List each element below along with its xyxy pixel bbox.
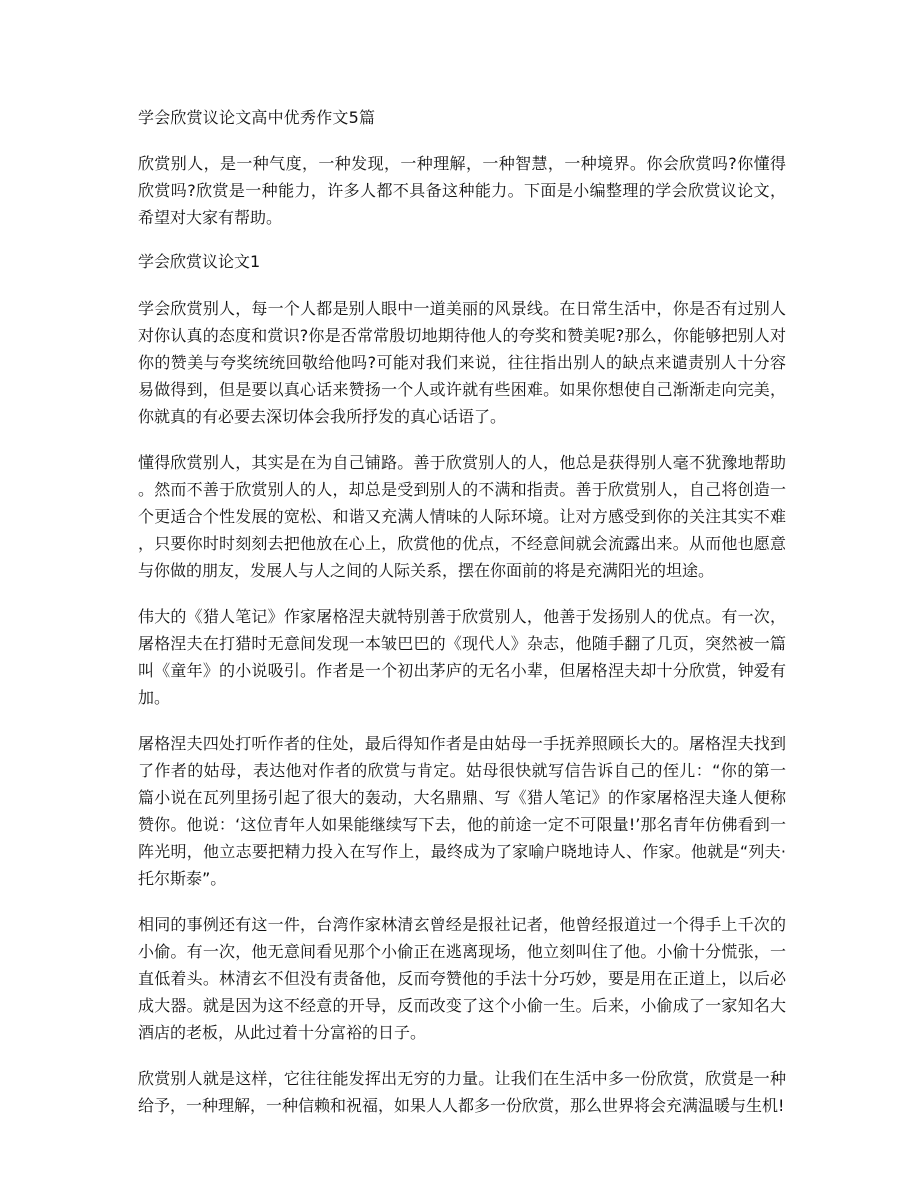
body-paragraph-1: 学会欣赏别人，每一个人都是别人眼中一道美丽的风景线。在日常生活中，你是否有过别人对你认真的态度和赏识?你是否常常殷切地期待他人的夸奖和赞美呢?那么，你能够把别人对你的赞美与夸奖统统回敬给他吗?可能对我们来说，往往指出别人的缺点来谴责别人十分容易做得到，但是要以真心话来赞扬一个人或许就有些困难。如果你想使自己渐渐走向完美，你就真的有必要去深切体会我所抒发的真心话语了。 xyxy=(138,299,786,426)
section-heading: 学会欣赏议论文1 xyxy=(138,252,261,271)
body-paragraph-6: 欣赏别人就是这样，它往往能发挥出无穷的力量。让我们在生活中多一份欣赏，欣赏是一种给予，一种理解，一种信赖和祝福，如果人人都多一份欣赏，那么世界将会充满温暖与生机! xyxy=(138,1069,786,1115)
document-page xyxy=(138,106,786,1138)
body-paragraph-2: 懂得欣赏别人，其实是在为自己铺路。善于欣赏别人的人，他总是获得别人毫不犹豫地帮助。然而不善于欣赏别人的人，却总是受到别人的不满和指责。善于欣赏别人，自己将创造一个更适合个性发展的宽松、和谐又充满人情味的人际环境。让对方感受到你的关注其实不难，只要你时时刻刻去把他放在心上，欣赏他的优点，不经意间就会流露出来。从而他也愿意与你做的朋友，发展人与人之间的人际关系，摆在你面前的将是充满阳光的坦途。 xyxy=(138,453,786,580)
body-paragraph-5: 相同的事例还有这一件，台湾作家林清玄曾经是报社记者，他曾经报道过一个得手上千次的小偷。有一次，他无意间看见那个小偷正在逃离现场，他立刻叫住了他。小偷十分慌张，一直低着头。林清玄不但没有责备他，反而夸赞他的手法十分巧妙，要是用在正道上，以后必成大器。就是因为这不经意的开导，反而改变了这个小偷一生。后来，小偷成了一家知名大酒店的老板，从此过着十分富裕的日子。 xyxy=(138,915,786,1042)
body-paragraph-3: 伟大的《猎人笔记》作家屠格涅夫就特别善于欣赏别人，他善于发扬别人的优点。有一次，屠格涅夫在打猎时无意间发现一本皱巴巴的《现代人》杂志，他随手翻了几页，突然被一篇叫《童年》的小说吸引。作者是一个初出茅庐的无名小辈，但屠格涅夫却十分欣赏，钟爱有加。 xyxy=(138,607,786,707)
intro-paragraph: 欣赏别人，是一种气度，一种发现，一种理解，一种智慧，一种境界。你会欣赏吗?你懂得欣赏吗?欣赏是一种能力，许多人都不具备这种能力。下面是小编整理的学会欣赏议论文，希望对大家有帮助。 xyxy=(138,154,786,227)
document-title: 学会欣赏议论文高中优秀作文5篇 xyxy=(138,108,376,127)
body-paragraph-4: 屠格涅夫四处打听作者的住处，最后得知作者是由姑母一手抚养照顾长大的。屠格涅夫找到了作者的姑母，表达他对作者的欣赏与肯定。姑母很快就写信告诉自己的侄儿：“你的第一篇小说在瓦列里扬引起了很大的轰动，大名鼎鼎、写《猎人笔记》的作家屠格涅夫逢人便称赞你。他说：‘这位青年人如果能继续写下去，他的前途一定不可限量!’那名青年仿佛看到一阵光明，他立志要把精力投入在写作上，最终成为了家喻户晓地诗人、作家。他就是“列夫·托尔斯泰”。 xyxy=(138,734,786,888)
